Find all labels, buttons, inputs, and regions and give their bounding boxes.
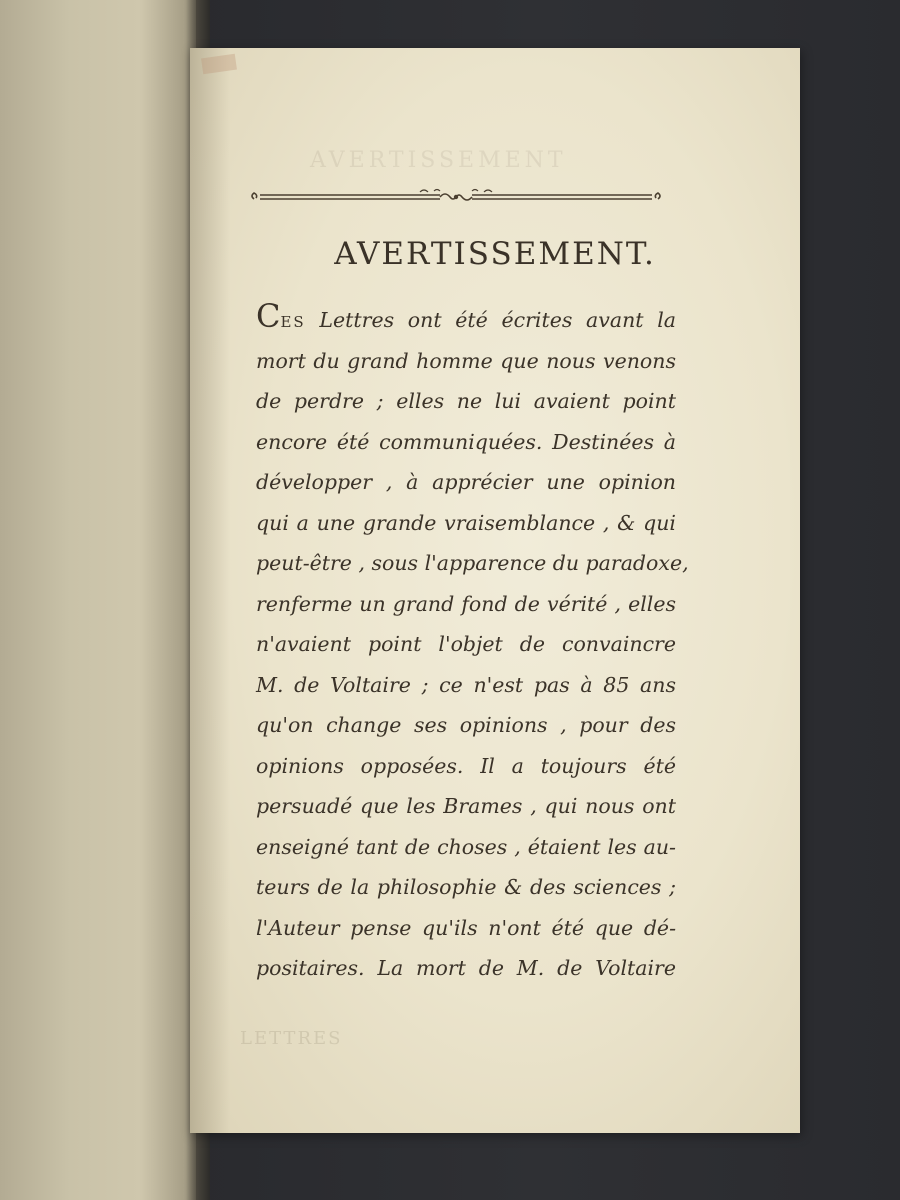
drop-cap: C	[256, 297, 281, 335]
text-line-4: encore été communiquées. Destinées à	[256, 429, 676, 454]
decorative-rule-ornament	[250, 186, 662, 208]
text-line-8: renferme un grand fond de vérité , elles	[256, 591, 676, 616]
first-word-smallcaps: ES	[280, 313, 306, 331]
text-line-1	[256, 297, 676, 341]
text-line-3: de perdre ; elles ne lui avaient point	[256, 389, 676, 413]
text-line-14: enseigné tant de choses , étaient les au-	[256, 834, 676, 859]
body-text	[256, 297, 689, 989]
bleed-through-mark-top: AVERTISSEMENT	[310, 148, 567, 173]
text-line-6: qui a une grande vraisemblance , & qui	[256, 510, 676, 535]
text-line-16: l'Auteur pense qu'ils n'ont été que dé-	[256, 915, 676, 940]
page-heading: AVERTISSEMENT.	[334, 236, 656, 272]
text-line-9: n'avaient point l'objet de convaincre	[256, 632, 676, 656]
text-line-11: qu'on change ses opinions , pour des	[256, 713, 676, 737]
bleed-through-mark-bottom: LETTRES	[240, 1028, 343, 1049]
book-page	[190, 48, 800, 1133]
paper-stain	[201, 54, 237, 75]
text-line-12: opinions opposées. Il a toujours été	[256, 753, 676, 778]
text-line-17: positaires. La mort de M. de Voltaire	[256, 956, 676, 980]
text-line-5: développer , à apprécier une opinion	[256, 470, 676, 494]
text-line-13: persuadé que les Brames , qui nous ont	[256, 794, 676, 818]
text-line-10: M. de Voltaire ; ce n'est pas à 85 ans	[256, 672, 676, 697]
text-line-15: teurs de la philosophie & des sciences ;	[256, 875, 676, 899]
text-line-2: mort du grand homme que nous venons	[256, 348, 676, 373]
left-facing-page	[0, 0, 200, 1200]
text-line-1-rest: Lettres ont été écrites avant la	[305, 308, 676, 332]
text-line-7: peut-être , sous l'apparence du paradoxe,	[256, 551, 689, 575]
